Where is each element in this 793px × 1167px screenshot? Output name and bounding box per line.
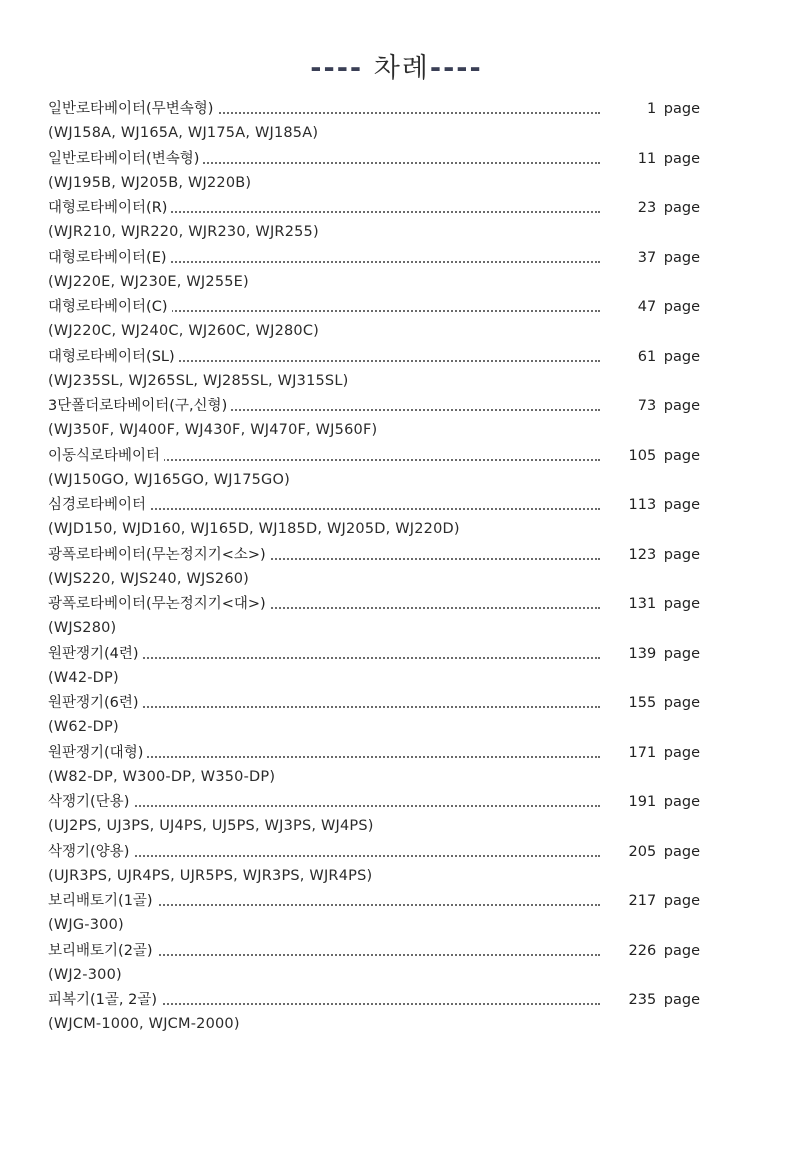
toc-entry-name: 일반로타베이터(무변속형) [48, 96, 217, 122]
toc-entry-page: 217 page [628, 893, 700, 909]
toc-entry-page: 47 page [637, 299, 700, 315]
toc-entry [48, 542, 748, 592]
toc-entry-name: 원판쟁기(대형) [48, 740, 147, 766]
toc-entry-models: (WJD150, WJD160, WJ165D, WJ185D, WJ205D, WJ220D) [48, 521, 460, 537]
toc-entry-name: 보리배토기(2골) [48, 938, 157, 964]
toc-entry-page: 205 page [628, 843, 700, 860]
toc-entry [48, 443, 748, 493]
toc-entry-models: (WJ220C, WJ240C, WJ260C, WJ280C) [48, 323, 320, 339]
toc-entry [48, 740, 748, 790]
toc-entry-page: 73 page [637, 398, 700, 414]
toc-entry-models: (W62-DP) [48, 719, 119, 735]
toc-entry [48, 294, 748, 344]
toc-entry [48, 146, 748, 196]
toc-entry-name: 대형로타베이터(E) [48, 245, 171, 271]
page-title [0, 46, 793, 85]
toc-entry [48, 938, 748, 988]
toc-entry-name: 이동식로타베이터 [48, 443, 164, 469]
toc-entry-page: 123 page [628, 546, 700, 563]
toc-entry-name: 대형로타베이터(R) [48, 195, 171, 221]
toc-entry-name: 피복기(1골, 2골) [48, 987, 161, 1013]
toc-entry-models: (WJ220E, WJ230E, WJ255E) [48, 273, 249, 290]
toc-entry [48, 344, 748, 394]
toc-entry-page: 139 page [628, 645, 700, 662]
toc-entry-name: 원판쟁기(4련) [48, 641, 143, 667]
toc-entry-name: 대형로타베이터(SL) [48, 344, 179, 370]
toc-entry [48, 492, 748, 542]
toc-entry-models: (UJR3PS, UJR4PS, UJR5PS, WJR3PS, WJR4PS) [48, 867, 373, 884]
toc-entry [48, 987, 748, 1037]
title-right-dashes: ---- [429, 53, 483, 84]
toc-entry [48, 641, 748, 691]
toc-entry-name: 3단폴더로타베이터(구,신형) [48, 393, 231, 419]
toc-entry [48, 591, 748, 641]
toc-entry-models: (W42-DP) [48, 669, 119, 686]
toc-entry-models: (WJS220, WJS240, WJS260) [48, 570, 250, 587]
toc-entry-name: 광폭로타베이터(무논정지기<대>) [48, 591, 270, 617]
toc-entry-page: 105 page [628, 447, 700, 464]
toc-entry-page: 37 page [637, 249, 700, 266]
toc-entry-models: (WJ2-300) [48, 966, 122, 983]
toc-entry [48, 789, 748, 839]
toc-entry-name: 일반로타베이터(변속형) [48, 146, 203, 172]
toc-entry-page: 23 page [637, 200, 700, 216]
title-left-dashes: ---- [310, 53, 364, 84]
toc-entry [48, 96, 748, 146]
toc-entry-page: 131 page [628, 596, 700, 612]
toc-entry-name: 광폭로타베이터(무논정지기<소>) [48, 542, 270, 568]
toc-entry-page: 226 page [628, 942, 700, 959]
toc-entry-models: (WJ150GO, WJ165GO, WJ175GO) [48, 471, 290, 488]
toc-entry-models: (WJG-300) [48, 917, 124, 933]
toc-entry-page: 113 page [628, 497, 700, 513]
toc-entry-name: 삭쟁기(단용) [48, 789, 133, 815]
toc-entry-models: (WJR210, WJR220, WJR230, WJR255) [48, 224, 319, 240]
toc-entry [48, 393, 748, 443]
toc-entry-page: 1 page [646, 101, 700, 117]
toc-entry-name: 원판쟁기(6련) [48, 690, 143, 716]
toc-entry-page: 61 page [637, 348, 700, 365]
toc-entry [48, 690, 748, 740]
toc-entry [48, 839, 748, 889]
table-of-contents [48, 96, 748, 1037]
toc-entry [48, 195, 748, 245]
toc-entry-page: 155 page [628, 695, 700, 711]
toc-entry-name: 대형로타베이터(C) [48, 294, 172, 320]
toc-entry [48, 245, 748, 295]
toc-entry-models: (WJ158A, WJ165A, WJ175A, WJ185A) [48, 125, 319, 141]
toc-entry-page: 171 page [628, 744, 700, 761]
toc-entry-name: 삭쟁기(양용) [48, 839, 133, 865]
toc-entry-models: (W82-DP, W300-DP, W350-DP) [48, 768, 276, 785]
toc-entry-name: 심경로타베이터 [48, 492, 150, 518]
toc-entry-models: (UJ2PS, UJ3PS, UJ4PS, UJ5PS, WJ3PS, WJ4PS) [48, 818, 374, 834]
toc-entry-name: 보리배토기(1골) [48, 888, 157, 914]
toc-entry-page: 235 page [628, 992, 700, 1008]
toc-entry-page: 11 page [637, 150, 700, 167]
toc-entry-models: (WJCM-1000, WJCM-2000) [48, 1016, 240, 1032]
toc-entry-models: (WJS280) [48, 620, 117, 636]
toc-entry-models: (WJ195B, WJ205B, WJ220B) [48, 174, 252, 191]
toc-entry-models: (WJ350F, WJ400F, WJ430F, WJ470F, WJ560F) [48, 422, 378, 438]
toc-entry-page: 191 page [628, 794, 700, 810]
title-text: 차례 [373, 53, 430, 84]
toc-entry [48, 888, 748, 938]
toc-entry-models: (WJ235SL, WJ265SL, WJ285SL, WJ315SL) [48, 372, 349, 389]
